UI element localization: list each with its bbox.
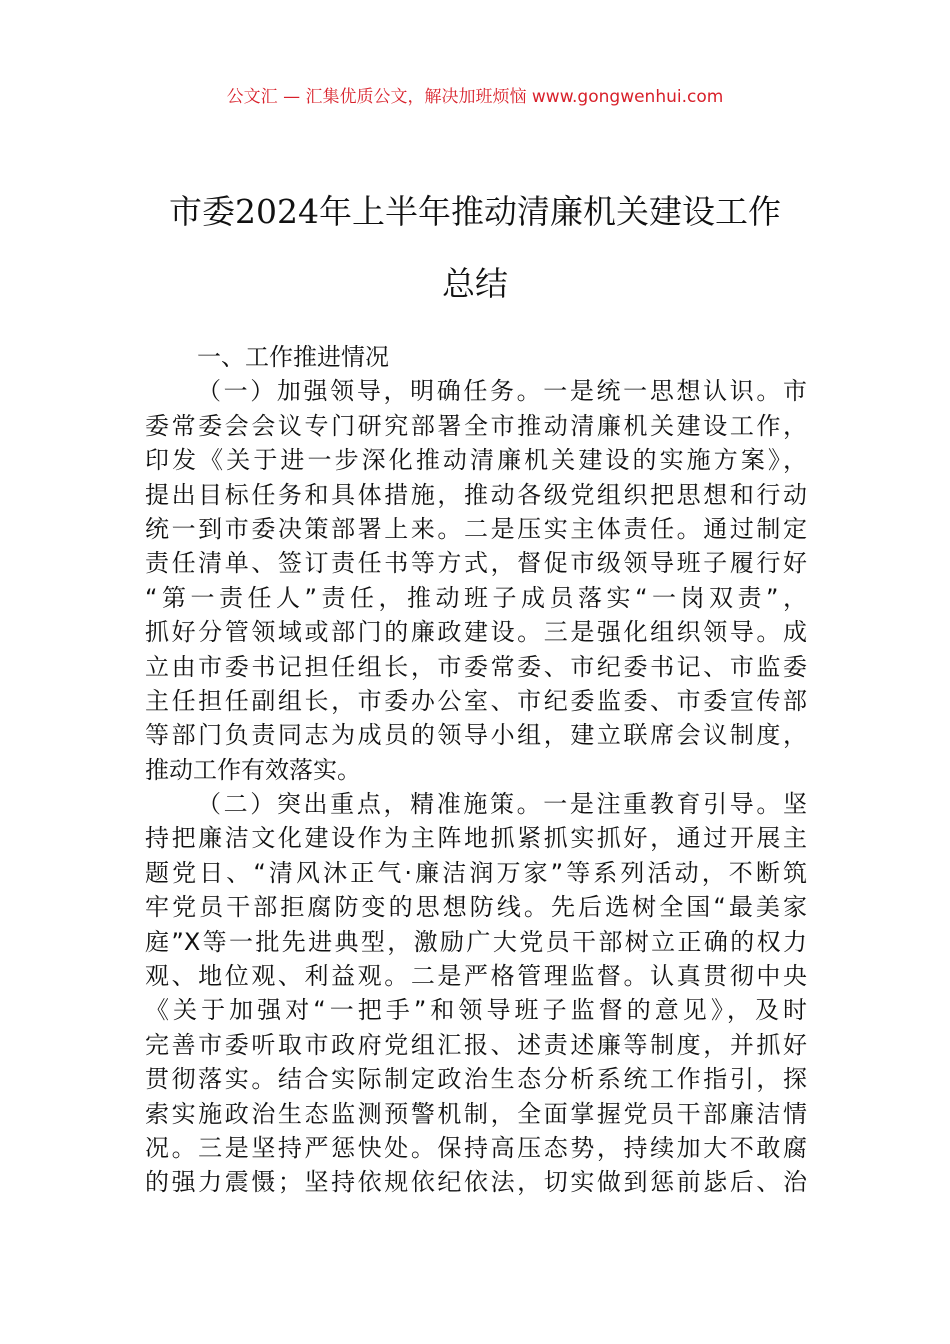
paragraph-line: 等部门负责同志为成员的领导小组，建立联席会议制度， [145,721,807,750]
paragraph-line: 印发《关于进一步深化推动清廉机关建设的实施方案》， [145,446,807,475]
paragraph-line: 贯彻落实。结合实际制定政治生态分析系统工作指引，探 [145,1065,807,1094]
paragraph-line: 提出目标任务和具体措施，推动各级党组织把思想和行动 [145,480,807,509]
paragraph-line: （一）加强领导，明确任务。一是统一思想认识。市 [197,377,807,406]
document-body [145,340,807,1200]
title-line-1: 市委2024年上半年推动清廉机关建设工作 [169,192,781,231]
paragraph-line: 况。三是坚持严惩快处。保持高压态势，持续加大不敢腐 [145,1133,807,1162]
section-heading: 一、工作推进情况 [197,343,389,371]
paragraph-line: “第一责任人”责任，推动班子成员落实“一岗双责”， [145,583,807,612]
paragraph-line: 观、地位观、利益观。二是严格管理监督。认真贯彻中央 [145,962,807,991]
paragraph-line: 题党日、“清风沐正气·廉洁润万家”等系列活动，不断筑 [145,858,807,887]
paragraph-line: 责任清单、签订责任书等方式，督促市级领导班子履行好 [145,549,807,578]
document-title [110,176,840,320]
paragraph-line: 牢党员干部拒腐防变的思想防线。先后选树全国“最美家 [145,893,807,922]
paragraph-line: （二）突出重点，精准施策。一是注重教育引导。坚 [197,790,807,819]
paragraph-line: 《关于加强对“一把手”和领导班子监督的意见》，及时 [145,996,807,1025]
paragraph-line: 索实施政治生态监测预警机制，全面掌握党员干部廉洁情 [145,1099,807,1128]
paragraph-line: 完善市委听取市政府党组汇报、述责述廉等制度，并抓好 [145,1030,807,1059]
paragraph-line: 主任担任副组长，市委办公室、市纪委监委、市委宣传部 [145,686,807,715]
paragraph-line: 推动工作有效落实。 [145,755,361,784]
header-watermark: 公文汇 — 汇集优质公文，解决加班烦恼 www.gongwenhui.com [226,87,724,107]
paragraph-line: 庭”X等一批先进典型，激励广大党员干部树立正确的权力 [145,927,807,956]
paragraph-line: 统一到市委决策部署上来。二是压实主体责任。通过制定 [145,514,807,543]
paragraph-line: 的强力震慑；坚持依规依纪依法，切实做到惩前毖后、治 [145,1168,807,1197]
paragraph-line: 持把廉洁文化建设作为主阵地抓紧抓实抓好，通过开展主 [145,824,807,853]
title-line-2: 总结 [442,264,508,303]
paragraph-line: 委常委会会议专门研究部署全市推动清廉机关建设工作， [145,411,807,440]
paragraph-line: 立由市委书记担任组长，市委常委、市纪委书记、市监委 [145,652,807,681]
paragraph-line: 抓好分管领域或部门的廉政建设。三是强化组织领导。成 [145,618,807,647]
